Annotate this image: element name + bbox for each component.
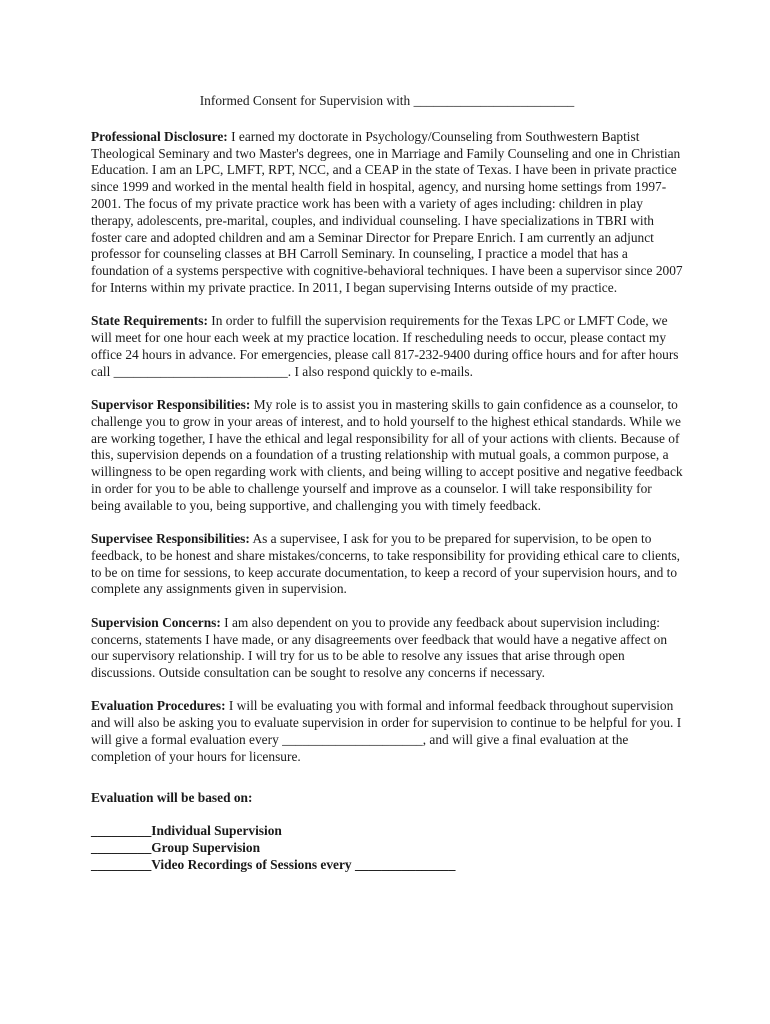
section-body: I will be evaluating you with formal and informal feedback throughout supervision and will also be asking you to evaluate supervision in order for supervision to continue to be helpful for you. I will give a formal evaluation every _____________________, and will give a final evaluation at the completion of your hours for licensure. bbox=[91, 698, 682, 764]
section-body: My role is to assist you in mastering skills to gain confidence as a counselor, to challenge you to grow in your areas of interest, and to hold yourself to the highest ethical standards. While we are working together, I have the ethical and legal responsibility for all of your actions with clients. Because of this, supervision depends on a foundation of a trusting relationship with mutual goals, a common purpose, a willingness to be open regarding work with clients, and being willing to accept positive and negative feedback in order for you to be able to challenge yourself and improve as a counselor. I will take responsibility for being available to you, being supportive, and challenging you with timely feedback. bbox=[91, 396, 683, 513]
section-paragraph bbox=[91, 397, 683, 515]
section-paragraph bbox=[91, 129, 683, 297]
section-supervisor-responsibilities bbox=[91, 397, 683, 515]
section-body: I am also dependent on you to provide any feedback about supervision including: concerns, statements I have made, or any disagreements over feedback that would have a negative affect on our supervisory relationship. I will try for us to be able to resolve any issues that arise through open discussions. Outside consultation can be sought to resolve any concerns if necessary. bbox=[91, 614, 668, 681]
section-heading: Evaluation Procedures: bbox=[91, 698, 226, 714]
section-paragraph bbox=[91, 313, 683, 380]
section-paragraph bbox=[91, 531, 683, 598]
evaluation-item-individual-supervision: _________Individual Supervision bbox=[91, 823, 282, 839]
section-body: I earned my doctorate in Psychology/Counseling from Southwestern Baptist Theological Seminary and two Master's degrees, one in Marriage and Family Counseling and one in Christian Education. I am an LPC, LMFT, RPT, NCC, and a CEAP in the state of Texas. I have been in private practice since 1999 and worked in the mental health field in hospital, agency, and nursing home settings from 1997-2001. The focus of my private practice work has been with a variety of ages including: children in play therapy, adolescents, pre-marital, couples, and individual counseling. I have specializations in TBRI with foster care and adopted children and am a Seminar Director for Prepare Enrich. I am currently an adjunct professor for counseling classes at BH Carroll Seminary. In counseling, I practice a model that has a foundation of a systems perspective with cognitive-behavioral techniques. I have been a supervisor since 2007 for Interns within my private practice. In 2011, I began supervising Interns outside of my practice. bbox=[91, 128, 683, 295]
section-heading: Supervisee Responsibilities: bbox=[91, 531, 250, 547]
evaluation-item-group-supervision: _________Group Supervision bbox=[91, 840, 261, 856]
section-body: In order to fulfill the supervision requirements for the Texas LPC or LMFT Code, we will meet for one hour each week at my practice location. If rescheduling needs to occur, please contact my office 24 hours in advance. For emergencies, please call 817-232-9400 during office hours and for after hours call __________________________. I also respond quickly to e-mails. bbox=[91, 313, 679, 379]
document-page bbox=[91, 93, 683, 874]
section-heading: Supervision Concerns: bbox=[91, 614, 221, 630]
section-heading: Professional Disclosure: bbox=[91, 128, 228, 144]
section-heading: Supervisor Responsibilities: bbox=[91, 396, 251, 412]
section-state-requirements bbox=[91, 313, 683, 380]
section-supervisee-responsibilities bbox=[91, 531, 683, 598]
document-title: Informed Consent for Supervision with ________________________ bbox=[199, 93, 575, 108]
section-evaluation-procedures bbox=[91, 698, 683, 765]
section-paragraph bbox=[91, 698, 683, 765]
section-heading: State Requirements: bbox=[91, 313, 208, 329]
evaluation-title: Evaluation will be based on: bbox=[91, 789, 253, 805]
section-paragraph bbox=[91, 615, 683, 682]
evaluation-item-video-recordings: _________Video Recordings of Sessions every _______________ bbox=[91, 856, 456, 872]
section-professional-disclosure bbox=[91, 129, 683, 297]
section-body: As a supervisee, I ask for you to be prepared for supervision, to be open to feedback, to be honest and share mistakes/concerns, to take responsibility for providing ethical care to clients, to be on time for sessions, to keep accurate documentation, to keep a record of your supervision hours, and to complete any assignments given in supervision. bbox=[91, 531, 680, 597]
section-supervision-concerns bbox=[91, 615, 683, 682]
